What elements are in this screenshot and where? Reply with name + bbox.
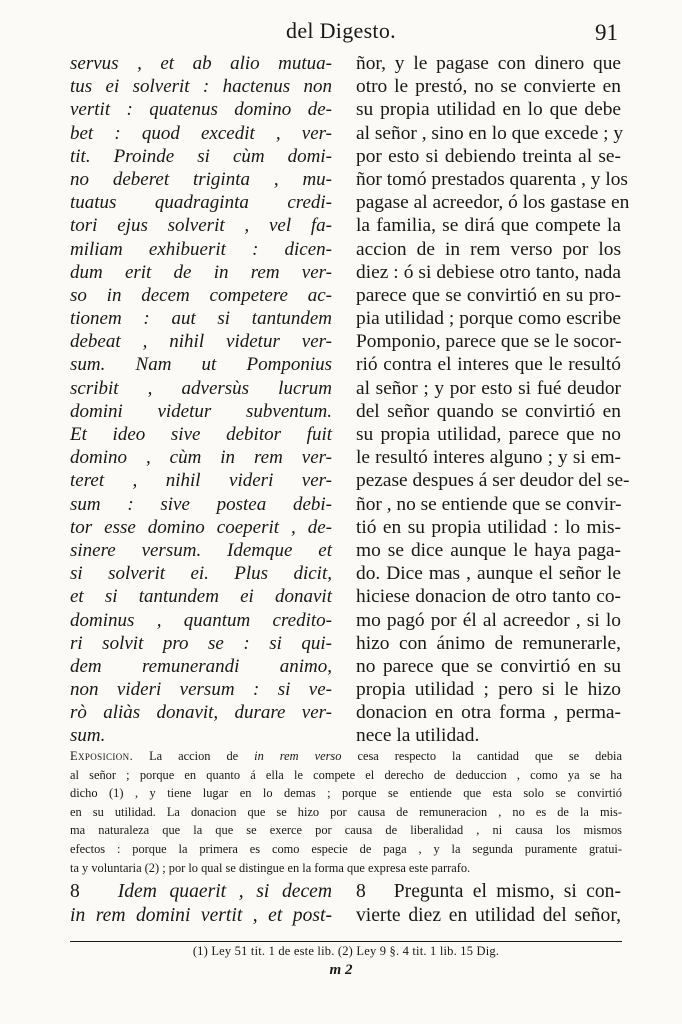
exposicion-note — [70, 747, 622, 877]
spanish-text-line: ñor , no se entiende que se convir- — [356, 493, 622, 515]
latin-text-line: tionem : aut si tantundem — [70, 308, 332, 330]
spanish-text-line: do. Dice mas , aunque el señor le — [356, 563, 621, 585]
running-title: del Digesto. — [286, 18, 396, 43]
latin-text-line: bet : quod excedit , ver- — [70, 122, 332, 144]
latin-text-line: si solverit ei. Plus dicit, — [70, 563, 332, 585]
exposicion-line: en su utilidad. La donacion que se hizo por causa de remuneracion , no es de la mis- — [70, 804, 622, 819]
latin-text-line: debeat , nihil videtur ver- — [70, 331, 332, 353]
latin-text-line: vertit : quatenus domino de- — [70, 99, 332, 121]
spanish-text-line: no parece que se convirtió en su — [356, 655, 621, 677]
spanish-text-line: Pomponio, parece que se le socor- — [356, 331, 622, 353]
latin-text-line: et si tantundem ei donavit — [70, 586, 332, 608]
spanish-text-line: hiciese donacion de otro tanto co- — [356, 586, 621, 608]
spanish-text-line: diez : ó si debiese otro tanto, nada — [356, 261, 621, 283]
latin-text-line: tus ei solverit : hactenus non — [70, 76, 332, 98]
latin-text-line: dominus , quantum credito- — [70, 609, 332, 631]
spanish-text-line: mo se dice aunque le haya paga- — [356, 539, 621, 561]
spanish-text-line: al señor ; y por esto si fué deudor — [356, 377, 621, 399]
paragraph-number: 8 — [356, 881, 366, 902]
footnotes: (1) Ley 51 tit. 1 de este lib. (2) Ley 9 §. 4 tit. 1 lib. 15 Dig. — [192, 944, 500, 958]
latin-text-line: non videri versum : si ve- — [70, 679, 332, 701]
latin-text-line: miliam exhibuerit : dicen- — [70, 238, 332, 260]
spanish-text-line: le resultó interes alguno ; y si em- — [356, 447, 621, 469]
spanish-text-column — [356, 52, 630, 748]
latin-text-line: no deberet triginta , mu- — [70, 168, 332, 190]
spanish-text-line: pezase despues á ser deudor del se- — [356, 470, 630, 492]
paragraph-8-spanish-line — [356, 880, 621, 904]
latin-text-line: teret , nihil videri ver- — [70, 470, 332, 492]
spanish-text-line: pagase al acreedor, ó los gastase en — [356, 192, 630, 214]
latin-text-line: sinere versum. Idemque et — [70, 539, 332, 561]
exposicion-body — [70, 766, 622, 878]
latin-text-line: dum erit de in rem ver- — [70, 261, 332, 283]
spanish-text-line: su propia utilidad, parece que no — [356, 424, 621, 445]
spanish-text-line: su propia utilidad en lo que debe — [356, 99, 621, 121]
latin-text-line: servus , et ab alio mutua- — [70, 53, 332, 74]
page-number: 91 — [595, 20, 618, 45]
spanish-text-line: propia utilidad ; pero si le hizo — [356, 679, 621, 701]
spanish-text-line: al señor , sino en lo que excede ; y — [356, 122, 624, 144]
latin-text-line: domini videtur subventum. — [70, 400, 332, 422]
spanish-text-line: accion de in rem verso por los — [356, 238, 621, 260]
spanish-text-line: hizo con ánimo de remunerarle, — [356, 632, 621, 654]
spanish-text-line: parece que se convirtió en su pro- — [356, 284, 621, 306]
exposicion-heading: Exposicion. — [70, 749, 134, 763]
spanish-text-line: nece la utilidad. — [356, 725, 480, 747]
latin-text-line: rò aliàs donavit, durare ver- — [70, 702, 332, 724]
printer-signature-mark: m 2 — [329, 962, 353, 978]
latin-text-column — [70, 52, 332, 748]
latin-text-line: Et ideo sive debitor fuit — [70, 424, 332, 445]
spanish-text-line: donacion en otra forma , perma- — [356, 702, 621, 724]
latin-text-line: tit. Proinde si cùm domi- — [70, 145, 332, 167]
paragraph-8-latin-line — [70, 880, 332, 904]
latin-text-line: tor esse domino coeperit , de- — [70, 516, 332, 538]
paragraph-8-spanish-text: Pregunta el mismo, si con- — [393, 881, 622, 902]
latin-text-line: ri solvit pro se : si qui- — [70, 632, 332, 654]
latin-text-line: sum. — [70, 725, 106, 747]
paragraph-8-spanish — [356, 880, 621, 928]
footnote-rule — [70, 941, 622, 942]
paragraph-8-spanish-line: vierte diez en utilidad del señor, — [356, 905, 621, 926]
exposicion-text: La accion de — [149, 749, 239, 763]
exposicion-line: ma naturaleza que la que se exerce por causa de liberalidad , ni causa los mismos — [70, 823, 622, 838]
exposicion-first-line — [70, 747, 622, 766]
paragraph-8-latin-line: in rem domini vertit , et post- — [70, 905, 332, 926]
latin-text-line: sum. Nam ut Pomponius — [70, 354, 332, 376]
exposicion-line: al señor ; porque en quanto á ella le compete el derecho de deduccion , como ya se ha — [70, 767, 622, 782]
latin-text-line: sum : sive postea debi- — [70, 493, 332, 515]
latin-text-line: tuatus quadraginta credi- — [70, 192, 332, 214]
spanish-text-line: rió contra el interes que le resultó — [356, 354, 621, 376]
exposicion-text: cesa respecto la cantidad que se debia — [357, 749, 622, 763]
spanish-text-line: del señor quando se convirtió en — [356, 400, 621, 422]
paragraph-number: 8 — [70, 881, 80, 902]
latin-text-line: domino , cùm in rem ver- — [70, 447, 332, 469]
latin-text-line: scribit , adversùs lucrum — [70, 377, 332, 399]
spanish-text-line: ñor tomó prestados quarenta , y los — [356, 168, 628, 190]
spanish-text-line: la familia, se dirá que compete la — [356, 215, 621, 237]
exposicion-line: ta y voluntaria (2) ; por lo qual se distingue en la forma que expresa este parrafo. — [70, 860, 471, 875]
spanish-text-line: ñor, y le pagase con dinero que — [356, 53, 621, 74]
running-head — [0, 18, 682, 48]
exposicion-line: dicho (1) , y tiene lugar en lo demas ; porque se entiende que esta solo se convirtió — [70, 786, 622, 801]
paragraph-8-latin-text: Idem quaerit , si decem — [117, 881, 332, 902]
spanish-text-line: pia utilidad ; porque como escribe — [356, 308, 621, 330]
latin-text-line: so in decem competere ac- — [70, 284, 332, 306]
spanish-text-line: tió en su propia utilidad : lo mis- — [356, 516, 621, 538]
latin-text-line: tori ejus solverit , vel fa- — [70, 215, 332, 237]
latin-text-line: dem remunerandi animo, — [70, 655, 332, 677]
spanish-text-line: mo pagó por él al acreedor , si lo — [356, 609, 621, 631]
exposicion-italic-term: in rem verso — [254, 749, 342, 763]
spanish-text-line: otro le prestó, no se convierte en — [356, 76, 621, 98]
exposicion-line: efectos : porque la primera es como especie de paga , y la segunda puramente gratui- — [70, 841, 622, 856]
spanish-text-line: por esto si debiendo treinta al se- — [356, 145, 621, 167]
paragraph-8-latin — [70, 880, 332, 928]
